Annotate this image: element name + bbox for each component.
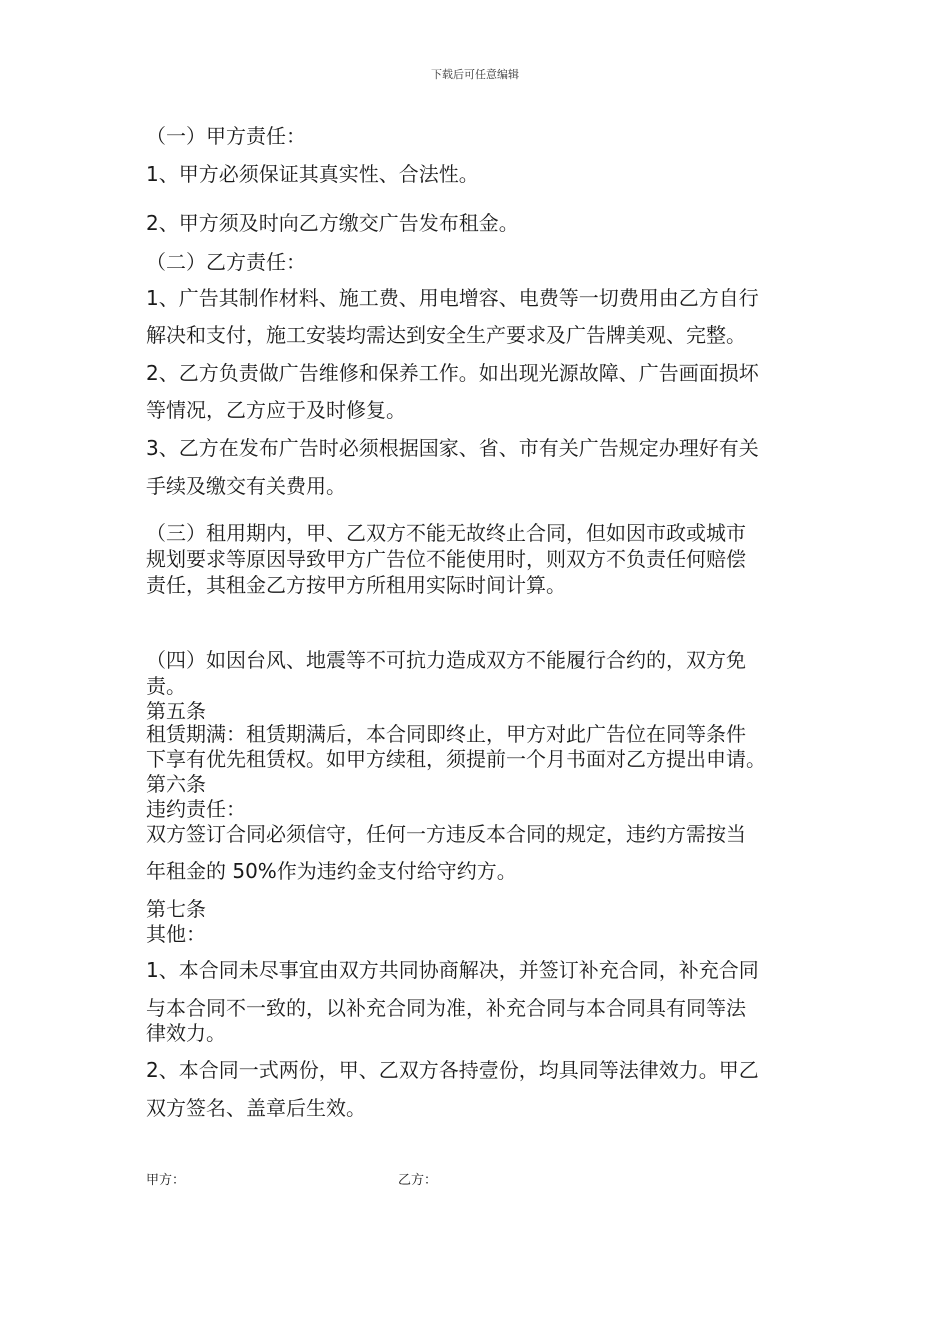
signature-party-b: 乙方： [398,1173,438,1188]
article-heading: 第七条 [146,897,206,921]
clause-line: 等情况，乙方应于及时修复。 [146,398,406,422]
clause-line: （三）租用期内，甲、乙双方不能无故终止合同，但如因市政或城市 [146,521,746,545]
clause-line: 3、乙方在发布广告时必须根据国家、省、市有关广告规定办理好有关 [146,436,759,460]
clause-line: 规划要求等原因导致甲方广告位不能使用时，则双方不负责任何赔偿 [146,547,746,571]
clause-line: 律效力。 [146,1021,226,1045]
clause-line: 双方签订合同必须信守，任何一方违反本合同的规定，违约方需按当 [146,822,746,846]
clause-line: 与本合同不一致的，以补充合同为准，补充合同与本合同具有同等法 [146,996,746,1020]
clause-heading-party-b: （二）乙方责任： [146,250,306,274]
clause-line: 责任，其租金乙方按甲方所租用实际时间计算。 [146,573,566,597]
clause-line: 责。 [146,674,186,698]
clause-line: 手续及缴交有关费用。 [146,474,346,498]
clause-line: 2、本合同一式两份，甲、乙双方各持壹份，均具同等法律效力。甲乙 [146,1058,759,1082]
clause-line: 2、甲方须及时向乙方缴交广告发布租金。 [146,211,519,235]
article-heading: 第六条 [146,772,206,796]
clause-line: 年租金的 50%作为违约金支付给守约方。 [146,859,517,883]
clause-line: 违约责任： [146,797,246,821]
clause-line: 双方签名、盖章后生效。 [146,1096,366,1120]
clause-line: 1、甲方必须保证其真实性、合法性。 [146,162,479,186]
clause-line: 其他： [146,922,206,946]
clause-line: 下享有优先租赁权。如甲方续租，须提前一个月书面对乙方提出申请。 [146,747,766,771]
clause-line: 租赁期满：租赁期满后，本合同即终止，甲方对此广告位在同等条件 [146,722,746,746]
clause-heading-party-a: （一）甲方责任： [146,124,306,148]
clause-line: 1、本合同未尽事宜由双方共同协商解决，并签订补充合同，补充合同 [146,958,759,982]
clause-line: 1、广告其制作材料、施工费、用电增容、电费等一切费用由乙方自行 [146,286,759,310]
clause-line: 解决和支付，施工安装均需达到安全生产要求及广告牌美观、完整。 [146,323,746,347]
page-header-note: 下载后可任意编辑 [431,68,519,81]
clause-line: （四）如因台风、地震等不可抗力造成双方不能履行合约的，双方免 [146,648,746,672]
signature-party-a: 甲方： [146,1173,186,1188]
clause-line: 2、乙方负责做广告维修和保养工作。如出现光源故障、广告画面损坏 [146,361,759,385]
article-heading: 第五条 [146,699,206,723]
